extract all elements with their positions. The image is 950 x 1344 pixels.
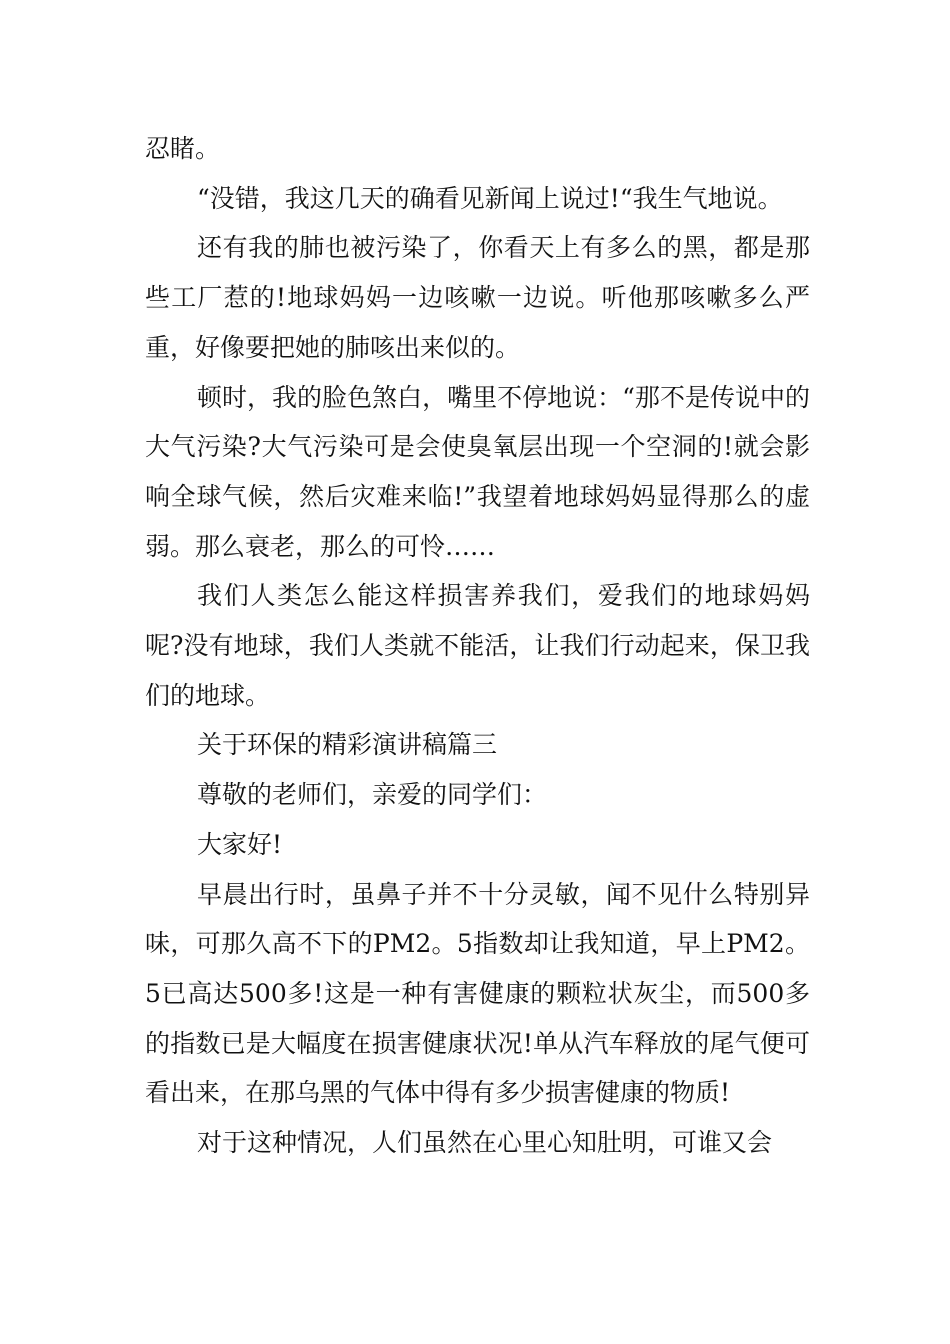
paragraph: 我们人类怎么能这样损害养我们，爱我们的地球妈妈呢?没有地球，我们人类就不能活，让我们行动起来，保卫我们的地球。 <box>145 581 810 710</box>
salutation: 尊敬的老师们，亲爱的同学们： <box>197 780 548 810</box>
paragraph: 早晨出行时，虽鼻子并不十分灵敏，闻不见什么特别异味，可那久高不下的PM2。5指数却让我知道，早上PM2。5已高达500多!这是一种有害健康的颗粒状灰尘，而500多的指数已是大幅度在损害健康状况!单从汽车释放的尾气便可看出来，在那乌黑的气体中得有多少损害健康的物质! <box>145 879 810 1108</box>
paragraph: 对于这种情况，人们虽然在心里心知肚明，可谁又会 <box>197 1128 773 1158</box>
document-page <box>145 124 810 1168</box>
paragraph: 顿时，我的脸色煞白，嘴里不停地说：“那不是传说中的大气污染?大气污染可是会使臭氧层出现一个空洞的!就会影响全球气候，然后灾难来临!”我望着地球妈妈显得那么的虚弱。那么衰老，那么的可怜…… <box>145 382 810 561</box>
paragraph: 忍睹。 <box>145 134 221 163</box>
greeting: 大家好! <box>197 829 283 859</box>
section-heading: 关于环保的精彩演讲稿篇三 <box>197 730 498 760</box>
paragraph: “没错，我这几天的确看见新闻上说过!“我生气地说。 <box>197 183 783 213</box>
paragraph: 还有我的肺也被污染了，你看天上有多么的黑，都是那些工厂惹的!地球妈妈一边咳嗽一边说。听他那咳嗽多么严重，好像要把她的肺咳出来似的。 <box>145 233 810 362</box>
